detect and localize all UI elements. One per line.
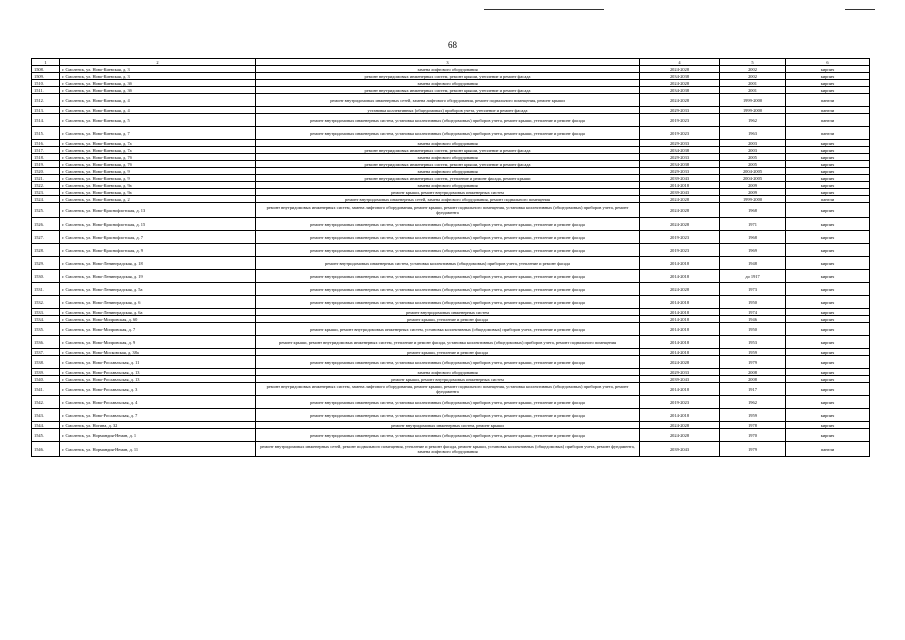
address-cell: г. Смоленск, ул. Ново-Киевская, д. 9 [60,175,256,182]
wall-material-cell: кирпич [786,218,870,231]
address-cell: г. Смоленск, ул. Ново-Киевская, д. 7 [60,127,256,140]
works-cell: ремонт внутридомовых инженерных систем, ремонт крыши [256,422,640,429]
address-cell: г. Смоленск, ул. Ново-Краснофлотская, д. 13 [60,203,256,218]
wall-material-cell: панели [786,442,870,457]
wall-material-cell: кирпич [786,429,870,442]
year-built-cell: 2003 [720,147,786,154]
address-cell: г. Смоленск, ул. Ново-Киевская, д. 7б [60,161,256,168]
works-cell: ремонт внутридомовых инженерных систем, установка коллективных (общедомовых) приборов учета, ремонт крыши, утепление и ремонт фасада [256,283,640,296]
year-built-cell: 1950 [720,296,786,309]
row-number: 1542. [32,396,60,409]
row-number: 1516. [32,140,60,147]
wall-material-cell: кирпич [786,257,870,270]
period-cell: 2019-2023 [640,114,720,127]
year-built-cell: 1959 [720,409,786,422]
row-number: 1531. [32,283,60,296]
address-cell: г. Смоленск, ул. Ново-Киевская, д. 9 [60,168,256,175]
table-row [32,244,870,257]
table-row [32,376,870,383]
row-number: 1539. [32,369,60,376]
works-cell: замена лифтового оборудования [256,140,640,147]
row-number: 1543. [32,409,60,422]
col-header-3: 3 [256,59,640,66]
table-row [32,182,870,189]
year-built-cell: 2004-2005 [720,168,786,175]
wall-material-cell: панели [786,94,870,107]
wall-material-cell: кирпич [786,270,870,283]
address-cell: г. Смоленск, ул. Ново-Рославльская, д. 13 [60,376,256,383]
period-cell: 2039-2043 [640,175,720,182]
year-built-cell: 1946 [720,316,786,323]
wall-material-cell: кирпич [786,189,870,196]
period-cell: 2039-2043 [640,376,720,383]
table-row [32,429,870,442]
row-number: 1534. [32,316,60,323]
table-row [32,189,870,196]
row-number: 1517. [32,147,60,154]
works-cell: замена лифтового оборудования [256,80,640,87]
works-cell: ремонт крыши, ремонт внутридомовых инженерных систем, установка коллективных (общедомовых) приборов учета, утепление и ремонт фасада [256,323,640,336]
period-cell: 2014-2018 [640,409,720,422]
table-row [32,316,870,323]
year-built-cell: 2002 [720,73,786,80]
works-cell: ремонт крыши, ремонт внутридомовых инженерных систем [256,189,640,196]
table-body [32,66,870,457]
col-header-6: 6 [786,59,870,66]
works-cell: ремонт внутридомовых инженерных систем, установка коллективных (общедомовых) приборов учета, ремонт крыши, утепление и ремонт фасада [256,114,640,127]
table-row [32,196,870,203]
works-cell: замена лифтового оборудования [256,369,640,376]
address-cell: г. Смоленск, ул. Ногина, д. 32 [60,422,256,429]
year-built-cell: 1962 [720,396,786,409]
wall-material-cell: кирпич [786,154,870,161]
address-cell: г. Смоленск, ул. Нормандия-Неман, д. 1 [60,429,256,442]
table-row [32,356,870,369]
table-row [32,80,870,87]
row-number: 1538. [32,356,60,369]
row-number: 1544. [32,422,60,429]
column-number-row [32,59,870,66]
wall-material-cell: кирпич [786,244,870,257]
table-row [32,203,870,218]
address-cell: г. Смоленск, ул. Ново-Краснофлотская, д. 7 [60,231,256,244]
address-cell: г. Смоленск, ул. Ново-Киевская, д. 9а [60,189,256,196]
year-built-cell: 1950 [720,323,786,336]
works-cell: ремонт внутридомовых инженерных систем, установка коллективных (общедомовых) приборов учета, ремонт крыши, утепление и ремонт фасада [256,244,640,257]
table-row [32,168,870,175]
row-number: 1510. [32,80,60,87]
wall-material-cell: кирпич [786,349,870,356]
row-number: 1519. [32,161,60,168]
period-cell: 2034-2038 [640,73,720,80]
table-row [32,422,870,429]
year-built-cell: 1971 [720,218,786,231]
works-cell: ремонт внутридомовых инженерных систем, установка коллективных (общедомовых) приборов учета, ремонт крыши, утепление и ремонт фасада [256,231,640,244]
row-number: 1523. [32,189,60,196]
col-header-5: 5 [720,59,786,66]
row-number: 1537. [32,349,60,356]
period-cell: 2024-2028 [640,356,720,369]
address-cell: г. Смоленск, ул. Ново-Киевская, д. 4 [60,94,256,107]
table-row [32,442,870,457]
period-cell: 2014-2018 [640,182,720,189]
wall-material-cell: кирпич [786,316,870,323]
row-number: 1533. [32,309,60,316]
address-cell: г. Смоленск, ул. Ново-Ленинградская, д. 6 [60,296,256,309]
row-number: 1528. [32,244,60,257]
year-built-cell: 2001 [720,80,786,87]
table-row [32,296,870,309]
address-cell: г. Смоленск, ул. Нормандия-Неман, д. 11 [60,442,256,457]
wall-material-cell: кирпич [786,168,870,175]
period-cell: 2024-2028 [640,196,720,203]
wall-material-cell: панели [786,196,870,203]
works-cell: ремонт внутридомовых инженерных систем, ремонт крыши, утепление и ремонт фасада [256,161,640,168]
address-cell: г. Смоленск, ул. Ново-Киевская, д. 4 [60,107,256,114]
year-built-cell: 2005 [720,154,786,161]
year-built-cell: 1969 [720,244,786,257]
address-cell: г. Смоленск, ул. Ново-Киевская, д. 3 [60,73,256,80]
row-number: 1545. [32,429,60,442]
works-cell: ремонт внутридомовых инженерных сетей, замена лифтового оборудования, ремонт подвального помещения, ремонт крыши [256,94,640,107]
period-cell: 2039-2043 [640,442,720,457]
wall-material-cell: кирпич [786,140,870,147]
address-cell: г. Смоленск, ул. Ново-Мопровская, д. 60 [60,316,256,323]
year-built-cell: 2009 [720,182,786,189]
table-row [32,231,870,244]
wall-material-cell: панели [786,107,870,114]
address-cell: г. Смоленск, ул. Ново-Краснофлотская, д. 9 [60,244,256,257]
col-header-1: 1 [32,59,60,66]
period-cell: 2019-2023 [640,396,720,409]
works-cell: замена лифтового оборудования [256,154,640,161]
year-built-cell: 1978 [720,422,786,429]
address-cell: г. Смоленск, ул. Ново-Киевская, д. 7а [60,147,256,154]
period-cell: 2014-2018 [640,270,720,283]
year-built-cell: 1999-2000 [720,196,786,203]
address-cell: г. Смоленск, ул. Ново-Ленинградская, д. 6а [60,309,256,316]
row-number: 1532. [32,296,60,309]
works-cell: ремонт внутридомовых инженерных систем, установка коллективных (общедомовых) приборов учета, утепление и ремонт фасада [256,257,640,270]
table-row [32,383,870,396]
row-number: 1526. [32,218,60,231]
row-number: 1540. [32,376,60,383]
row-number: 1513. [32,107,60,114]
works-cell: ремонт внутридомовых инженерных систем, установка коллективных (общедомовых) приборов учета, ремонт крыши, утепление и ремонт фасада [256,356,640,369]
works-cell: ремонт внутридомовых инженерных сетей, ремонт подвального помещения, утепление и ремонт фасада, ремонт крыши, установка коллективных (общедомовых) приборов учета, ремонт фундамента, замена лифтового оборудования [256,442,640,457]
period-cell: 2024-2028 [640,80,720,87]
table-row [32,336,870,349]
address-cell: г. Смоленск, ул. Ново-Киевская, д. 3б [60,87,256,94]
period-cell: 2029-2033 [640,154,720,161]
address-cell: г. Смоленск, ул. Ново-Мопровская, д. 7 [60,323,256,336]
year-built-cell: 2009 [720,189,786,196]
year-built-cell: 1962 [720,114,786,127]
period-cell: 2024-2028 [640,422,720,429]
row-number: 1518. [32,154,60,161]
year-built-cell: 2002 [720,66,786,73]
period-cell: 2034-2038 [640,87,720,94]
row-number: 1546. [32,442,60,457]
row-number: 1509. [32,73,60,80]
period-cell: 2024-2028 [640,218,720,231]
address-cell: г. Смоленск, ул. Ново-Киевская, д. 7а [60,140,256,147]
wall-material-cell: кирпич [786,309,870,316]
year-built-cell: 1973 [720,283,786,296]
address-cell: г. Смоленск, ул. Ново-Рославльская, д. 13 [60,369,256,376]
year-built-cell: 2008 [720,376,786,383]
period-cell: 2024-2028 [640,94,720,107]
table-row [32,323,870,336]
year-built-cell: 2004-2005 [720,175,786,182]
table-row [32,175,870,182]
works-cell: ремонт внутридомовых инженерных систем, установка коллективных (общедомовых) приборов учета, ремонт крыши, утепление и ремонт фасада [256,296,640,309]
address-cell: г. Смоленск, ул. Ново-Киевская, д. 3 [60,66,256,73]
table-row [32,409,870,422]
period-cell: 2024-2028 [640,283,720,296]
table-row [32,66,870,73]
period-cell: 2014-2018 [640,336,720,349]
address-cell: г. Смоленск, ул. Ново-Рославльская, д. 7 [60,409,256,422]
period-cell: 2034-2038 [640,161,720,168]
wall-material-cell: кирпич [786,396,870,409]
works-cell: ремонт внутридомовых инженерных систем, установка коллективных (общедомовых) приборов учета, ремонт крыши, утепление и ремонт фасада [256,396,640,409]
row-number: 1515. [32,127,60,140]
table-row [32,270,870,283]
address-cell: г. Смоленск, ул. Ново-Киевская, д. 3б [60,80,256,87]
table-row [32,161,870,168]
table-row [32,369,870,376]
works-cell: ремонт внутридомовых инженерных систем, утепление и ремонт фасада, ремонт крыши [256,175,640,182]
wall-material-cell: панели [786,127,870,140]
period-cell: 2014-2018 [640,316,720,323]
works-cell: ремонт внутридомовых инженерных систем, замена лифтового оборудования, ремонт крыши, ремонт подвального помещения, установка коллективных (общедомовых) приборов учета, ремонт фундамента [256,203,640,218]
wall-material-cell: кирпич [786,336,870,349]
works-cell: ремонт крыши, ремонт внутридомовых инженерных систем, утепление и ремонт фасада, установка коллективных (общедомовых) приборов учета, ремонт подвального помещения [256,336,640,349]
wall-material-cell: кирпич [786,323,870,336]
period-cell: 2029-2033 [640,107,720,114]
period-cell: 2014-2018 [640,323,720,336]
period-cell: 2019-2023 [640,244,720,257]
table-row [32,257,870,270]
period-cell: 2024-2028 [640,203,720,218]
year-built-cell: 1970 [720,429,786,442]
row-number: 1522. [32,182,60,189]
works-cell: ремонт внутридомовых инженерных систем, установка коллективных (общедомовых) приборов учета, ремонт крыши, утепление и ремонт фасада [256,270,640,283]
works-cell: ремонт крыши, утепление и ремонт фасада [256,349,640,356]
row-number: 1529. [32,257,60,270]
wall-material-cell: кирпич [786,231,870,244]
period-cell: 2014-2018 [640,309,720,316]
works-cell: ремонт внутридомовых инженерных систем, установка коллективных (общедомовых) приборов учета, ремонт крыши, утепление и ремонт фасада [256,429,640,442]
wall-material-cell: кирпич [786,73,870,80]
period-cell: 2039-2043 [640,189,720,196]
address-cell: г. Смоленск, ул. Ново-Киевская, д. 9а [60,182,256,189]
wall-material-cell: кирпич [786,175,870,182]
works-cell: ремонт внутридомовых инженерных систем [256,309,640,316]
wall-material-cell: кирпич [786,182,870,189]
table-row [32,283,870,296]
table-row [32,94,870,107]
table-row [32,127,870,140]
year-built-cell: 2001 [720,87,786,94]
col-header-4: 4 [640,59,720,66]
wall-material-cell: кирпич [786,203,870,218]
row-number: 1525. [32,203,60,218]
row-number: 1527. [32,231,60,244]
row-number: 1514. [32,114,60,127]
works-cell: ремонт внутридомовых инженерных систем, установка коллективных (общедомовых) приборов учета, ремонт крыши, утепление и ремонт фасада [256,409,640,422]
year-built-cell: 1968 [720,203,786,218]
table-row [32,309,870,316]
period-cell: 2034-2038 [640,147,720,154]
address-cell: г. Смоленск, ул. Ново-Киевская, д. 5 [60,114,256,127]
works-cell: ремонт внутридомовых инженерных систем, ремонт крыши, утепление и ремонт фасада [256,147,640,154]
row-number: 1524. [32,196,60,203]
year-built-cell: 1953 [720,336,786,349]
wall-material-cell: кирпич [786,296,870,309]
table-row [32,107,870,114]
year-built-cell: 1963 [720,127,786,140]
works-cell: замена лифтового оборудования [256,66,640,73]
row-number: 1511. [32,87,60,94]
works-cell: ремонт внутридомовых инженерных сетей, замена лифтового оборудования, ремонт подвального помещения [256,196,640,203]
col-header-2: 2 [60,59,256,66]
address-cell: г. Смоленск, ул. Ново-Московская, д. 38а [60,349,256,356]
year-built-cell: до 1917 [720,270,786,283]
period-cell: 2024-2028 [640,66,720,73]
wall-material-cell: кирпич [786,409,870,422]
period-cell: 2014-2018 [640,296,720,309]
year-built-cell: 1948 [720,257,786,270]
address-cell: г. Смоленск, ул. Ново-Ленинградская, д. 5а [60,283,256,296]
wall-material-cell: кирпич [786,376,870,383]
wall-material-cell: кирпич [786,87,870,94]
address-cell: г. Смоленск, ул. Ново-Рославльская, д. 3 [60,383,256,396]
table-row [32,87,870,94]
table-row [32,140,870,147]
wall-material-cell: кирпич [786,356,870,369]
year-built-cell: 1968 [720,231,786,244]
works-cell: ремонт крыши, утепление и ремонт фасада [256,316,640,323]
works-cell: ремонт внутридомовых инженерных систем, ремонт крыши, утепление и ремонт фасада [256,73,640,80]
works-cell: ремонт внутридомовых инженерных систем, установка коллективных (общедомовых) приборов учета, ремонт крыши, утепление и ремонт фасада [256,218,640,231]
works-cell: установка коллективных (общедомовых) приборов учета, утепление и ремонт фасада [256,107,640,114]
period-cell: 2029-2033 [640,369,720,376]
period-cell: 2014-2018 [640,257,720,270]
row-number: 1508. [32,66,60,73]
works-cell: замена лифтового оборудования [256,182,640,189]
page-number: 68 [448,40,457,50]
year-built-cell: 2003 [720,140,786,147]
address-cell: г. Смоленск, ул. Ново-Ленинградская, д. 19 [60,270,256,283]
year-built-cell: 2005 [720,161,786,168]
table-row [32,218,870,231]
works-cell: ремонт внутридомовых инженерных систем, замена лифтового оборудования, ремонт крыши, ремонт подвального помещения, установка коллективных (общедомовых) приборов учета, ремонт фундамента [256,383,640,396]
works-cell: ремонт внутридомовых инженерных систем, ремонт крыши, утепление и ремонт фасада [256,87,640,94]
period-cell: 2019-2023 [640,231,720,244]
address-cell: г. Смоленск, ул. Ново-Краснофлотская, д. 15 [60,218,256,231]
address-cell: г. Смоленск, ул. Ново-Мопровская, д. 9 [60,336,256,349]
period-cell: 2014-2018 [640,383,720,396]
year-built-cell: 1999-2000 [720,94,786,107]
row-number: 1530. [32,270,60,283]
works-cell: замена лифтового оборудования [256,168,640,175]
row-number: 1535. [32,323,60,336]
wall-material-cell: кирпич [786,369,870,376]
table-row [32,147,870,154]
row-number: 1521. [32,175,60,182]
wall-material-cell: кирпич [786,66,870,73]
wall-material-cell: кирпич [786,80,870,87]
row-number: 1541. [32,383,60,396]
table-row [32,396,870,409]
wall-material-cell: кирпич [786,161,870,168]
year-built-cell: 1979 [720,356,786,369]
row-number: 1520. [32,168,60,175]
row-number: 1536. [32,336,60,349]
year-built-cell: 1999-2000 [720,107,786,114]
table-row [32,154,870,161]
address-cell: г. Смоленск, ул. Ново-Рославльская, д. 11 [60,356,256,369]
top-rule-right [845,9,875,10]
table-row [32,349,870,356]
year-built-cell: 1959 [720,349,786,356]
year-built-cell: 1917 [720,383,786,396]
period-cell: 2019-2023 [640,127,720,140]
period-cell: 2029-2033 [640,140,720,147]
wall-material-cell: кирпич [786,147,870,154]
year-built-cell: 2008 [720,369,786,376]
works-cell: ремонт крыши, ремонт внутридомовых инженерных систем [256,376,640,383]
wall-material-cell: панели [786,114,870,127]
address-cell: г. Смоленск, ул. Ново-Ленинградская, д. 18 [60,257,256,270]
period-cell: 2029-2033 [640,168,720,175]
row-number: 1512. [32,94,60,107]
period-cell: 2014-2018 [640,349,720,356]
period-cell: 2024-2028 [640,429,720,442]
table-row [32,114,870,127]
wall-material-cell: кирпич [786,422,870,429]
program-table [31,58,870,457]
table-row [32,73,870,80]
address-cell: г. Смоленск, ул. Ново-Рославльская, д. 4 [60,396,256,409]
address-cell: г. Смоленск, ул. Ново-Киевская, д. 7б [60,154,256,161]
wall-material-cell: кирпич [786,383,870,396]
year-built-cell: 1979 [720,442,786,457]
year-built-cell: 1974 [720,309,786,316]
address-cell: г. Смоленск, ул. Ново-Киевская, д. 2 [60,196,256,203]
works-cell: ремонт внутридомовых инженерных систем, установка коллективных (общедомовых) приборов учета, ремонт крыши, утепление и ремонт фасада [256,127,640,140]
wall-material-cell: кирпич [786,283,870,296]
top-rule-left [484,9,604,10]
